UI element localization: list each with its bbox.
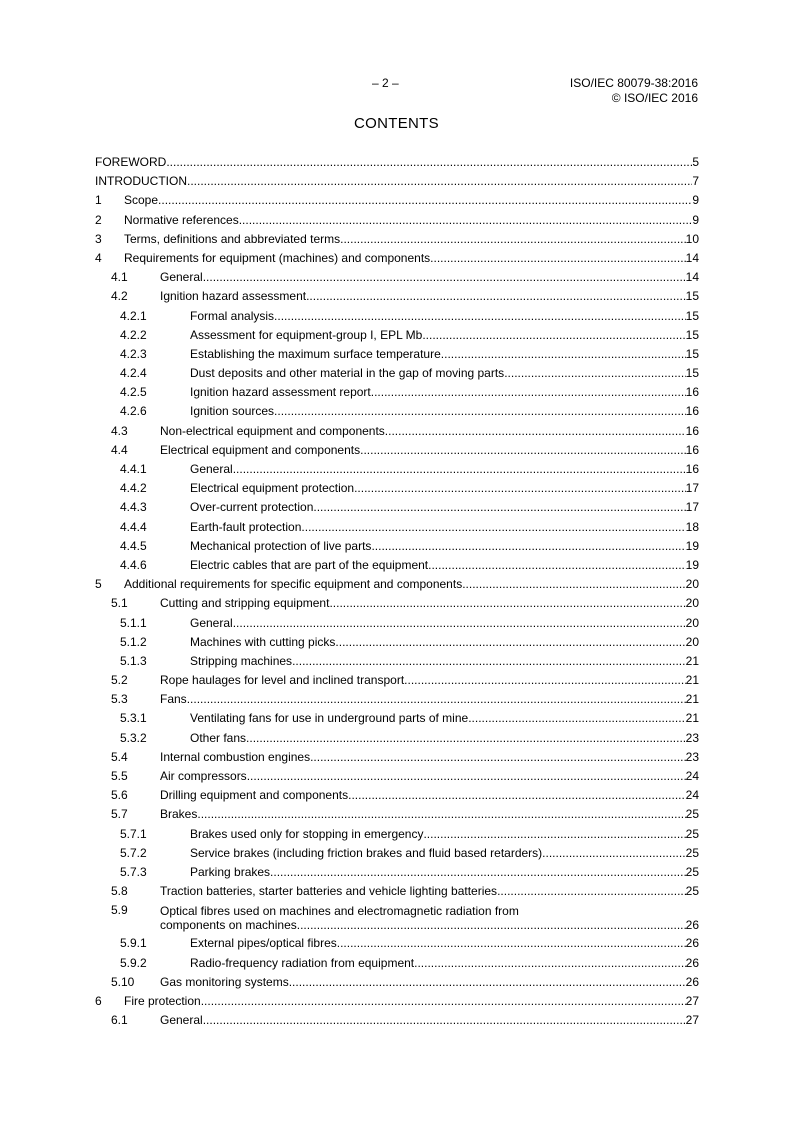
toc-entry[interactable] [95, 973, 699, 992]
dot-leader [348, 786, 686, 805]
toc-entry-title: Fire protection [124, 993, 201, 1008]
toc-entry-body [190, 614, 699, 633]
toc-entry-number: 5.4 [111, 749, 128, 764]
toc-entry-title: Gas monitoring systems [160, 974, 289, 989]
toc-entry-page: 16 [685, 404, 699, 419]
dot-leader [201, 992, 686, 1011]
toc-entry-title: Traction batteries, starter batteries and vehicle lighting batteries [160, 884, 498, 899]
toc-entry-title: Machines with cutting picks [190, 634, 336, 649]
toc-entry-page: 10 [685, 231, 699, 246]
toc-entry-title: Scope [124, 193, 159, 208]
toc-entry-title: Ventilating fans for use in underground parts of mine [190, 711, 469, 726]
dot-leader [246, 729, 686, 748]
toc-entry-body [95, 153, 699, 172]
toc-entry-number: 5.5 [111, 769, 128, 783]
toc-entry-title: General [190, 615, 233, 630]
toc-entry[interactable] [95, 652, 699, 671]
toc-entry-body [160, 268, 699, 287]
dot-leader [247, 767, 686, 786]
toc-entry-body [190, 825, 699, 844]
toc-entry-body [190, 863, 699, 882]
toc-entry[interactable] [95, 326, 699, 345]
table-of-contents [95, 153, 699, 1030]
toc-entry[interactable] [95, 383, 699, 402]
toc-entry-page: 26 [685, 955, 699, 970]
toc-entry-body [160, 973, 699, 992]
toc-entry-body [190, 383, 699, 402]
toc-entry-page: 26 [685, 936, 699, 951]
toc-entry-number: 5.2 [111, 673, 128, 688]
toc-entry-number: 5.1.3 [120, 653, 147, 668]
toc-entry-number: 5.6 [111, 788, 128, 803]
toc-entry-page: 15 [685, 289, 699, 304]
dot-leader [158, 191, 692, 210]
toc-entry-body [190, 934, 699, 953]
toc-entry-title: Terms, definitions and abbreviated terms [124, 231, 341, 246]
toc-entry[interactable] [95, 402, 699, 421]
dot-leader [306, 287, 686, 306]
toc-entry-body [190, 460, 699, 479]
toc-entry-page: 25 [685, 845, 699, 860]
page-number: – 2 – [372, 76, 399, 90]
toc-entry-body [160, 1011, 699, 1030]
dot-leader [371, 537, 685, 556]
toc-entry-title: Electrical equipment protection [190, 481, 355, 496]
toc-entry-page: 21 [685, 692, 699, 707]
toc-entry-page: 25 [685, 884, 699, 899]
toc-entry-title: External pipes/optical fibres [190, 936, 337, 951]
toc-entry-number: 1 [95, 193, 102, 208]
toc-entry-title: Establishing the maximum surface temperature [190, 346, 441, 361]
toc-entry-body [190, 364, 699, 383]
toc-entry-title: Electrical equipment and components [160, 442, 361, 457]
dot-leader [385, 422, 686, 441]
toc-entry[interactable] [95, 307, 699, 326]
dot-leader [270, 863, 686, 882]
dot-leader [289, 973, 686, 992]
toc-entry-page: 21 [685, 653, 699, 668]
toc-entry-title: Ignition sources [190, 404, 275, 419]
toc-entry[interactable] [95, 786, 699, 805]
toc-entry[interactable] [95, 992, 699, 1011]
toc-entry-page: 25 [685, 807, 699, 822]
toc-entry-number: 4.4.6 [120, 557, 147, 572]
toc-entry-title: Non-electrical equipment and components [160, 423, 385, 438]
dot-leader [468, 709, 685, 728]
toc-entry-body [160, 690, 699, 709]
toc-entry[interactable] [95, 211, 699, 230]
toc-entry-body [190, 518, 699, 537]
dot-leader [292, 652, 686, 671]
toc-entry-title: Optical fibres used on machines and electromagnetic radiation from [160, 904, 519, 919]
toc-entry[interactable] [95, 633, 699, 652]
dot-leader [233, 460, 686, 479]
toc-entry-page: 20 [685, 634, 699, 649]
dot-leader [239, 211, 693, 230]
toc-entry-page: 17 [685, 481, 699, 496]
toc-entry-number: 4.2 [111, 289, 128, 304]
dot-leader [187, 172, 692, 191]
toc-entry-body [190, 709, 699, 728]
standard-number: ISO/IEC 80079-38:2016 [569, 76, 698, 90]
dot-leader [414, 954, 686, 973]
toc-entry-number: 5.3 [111, 692, 128, 707]
dot-leader [335, 633, 685, 652]
toc-entry-page: 17 [685, 500, 699, 515]
toc-entry-title: Cutting and stripping equipment [160, 596, 330, 611]
toc-entry-page: 23 [685, 730, 699, 745]
toc-entry-page: 15 [685, 366, 699, 381]
toc-entry[interactable] [95, 230, 699, 249]
toc-entry-title: General [160, 1013, 203, 1028]
toc-entry-number: 3 [95, 231, 102, 246]
dot-leader [422, 326, 685, 345]
toc-entry[interactable] [95, 153, 699, 172]
toc-entry-page: 15 [685, 327, 699, 342]
dot-leader [497, 882, 686, 901]
toc-entry[interactable] [95, 934, 699, 953]
toc-entry-title: General [160, 270, 203, 285]
toc-entry[interactable] [95, 537, 699, 556]
toc-entry-number: 5.7.1 [120, 826, 147, 841]
dot-leader [340, 230, 686, 249]
dot-leader [329, 594, 685, 613]
toc-entry[interactable] [95, 594, 699, 613]
toc-entry-page: 27 [685, 993, 699, 1008]
dot-leader [404, 671, 685, 690]
toc-entry-page: 18 [685, 519, 699, 534]
toc-entry-title: Parking brakes [190, 864, 271, 879]
dot-leader [354, 479, 686, 498]
toc-entry-title: Brakes used only for stopping in emergency [190, 826, 424, 841]
toc-entry-body [160, 594, 699, 613]
toc-entry-title: Dust deposits and other material in the gap of moving parts [190, 366, 505, 381]
dot-leader [197, 805, 685, 824]
toc-entry-number: 5.9.2 [120, 955, 147, 970]
toc-entry[interactable] [95, 268, 699, 287]
toc-entry[interactable] [95, 805, 699, 824]
toc-entry-number: 5.1.1 [120, 615, 147, 630]
toc-entry[interactable] [95, 825, 699, 844]
toc-entry-page: 24 [685, 788, 699, 803]
toc-entry-title: Mechanical protection of live parts [190, 538, 372, 553]
toc-entry-body [124, 992, 699, 1011]
toc-entry-body [95, 172, 699, 191]
toc-entry[interactable] [95, 748, 699, 767]
toc-entry-page: 14 [685, 270, 699, 285]
toc-entry[interactable] [95, 863, 699, 882]
dot-leader [166, 153, 692, 172]
toc-entry-page: 9 [692, 212, 699, 227]
toc-entry-title: Air compressors [160, 769, 247, 783]
toc-entry[interactable] [95, 882, 699, 901]
toc-entry-body [190, 954, 699, 973]
toc-entry-page: 21 [685, 673, 699, 688]
toc-entry-page: 15 [685, 346, 699, 361]
toc-entry-title: Over-current protection [190, 500, 314, 515]
dot-leader [313, 498, 685, 517]
toc-entry-body [190, 729, 699, 748]
toc-entry-page: 19 [685, 538, 699, 553]
toc-entry-title: Radio-frequency radiation from equipment [190, 955, 415, 970]
toc-entry-number: 5.7.2 [120, 845, 147, 860]
toc-entry-number: 5.9.1 [120, 936, 147, 951]
toc-entry-body [190, 326, 699, 345]
toc-entry-title: Internal combustion engines [160, 749, 311, 764]
toc-entry-number: 4 [95, 250, 102, 265]
toc-entry[interactable] [95, 671, 699, 690]
toc-entry-number: 4.4.5 [120, 538, 147, 553]
toc-entry[interactable] [95, 767, 699, 786]
toc-entry-page: 16 [685, 442, 699, 457]
dot-leader [542, 844, 685, 863]
toc-entry-number: 4.2.1 [120, 308, 147, 323]
toc-entry[interactable] [95, 518, 699, 537]
toc-entry-number: 4.2.5 [120, 385, 147, 400]
toc-entry-body [160, 671, 699, 690]
dot-leader [274, 402, 686, 421]
toc-entry-page: 19 [685, 557, 699, 572]
toc-entry[interactable] [95, 709, 699, 728]
toc-entry[interactable] [95, 690, 699, 709]
toc-entry[interactable] [95, 729, 699, 748]
toc-entry-page: 20 [685, 596, 699, 611]
toc-entry-page: 20 [685, 577, 699, 592]
toc-entry-number: 4.2.3 [120, 346, 147, 361]
dot-leader [371, 383, 686, 402]
dot-leader [233, 614, 686, 633]
toc-entry-page: 25 [685, 864, 699, 879]
toc-entry-page: 16 [685, 423, 699, 438]
toc-entry-page: 24 [685, 769, 699, 783]
toc-entry-number: 4.4.1 [120, 462, 147, 476]
toc-entry-page: 20 [685, 615, 699, 630]
toc-entry-title: Assessment for equipment-group I, EPL Mb [190, 327, 423, 342]
toc-entry-number: 5.3.1 [120, 711, 147, 726]
dot-leader [301, 518, 685, 537]
toc-entry-body [160, 441, 699, 460]
toc-entry-number: 2 [95, 212, 102, 227]
toc-entry-title: FOREWORD [95, 155, 167, 169]
toc-entry-body [124, 230, 699, 249]
toc-entry-number: 4.4.4 [120, 519, 147, 534]
dot-leader [428, 556, 686, 575]
toc-entry-body [160, 748, 699, 767]
toc-entry[interactable] [95, 287, 699, 306]
toc-entry-number: 4.4 [111, 442, 128, 457]
dot-leader [360, 441, 686, 460]
toc-entry-title: Fans [160, 692, 187, 707]
copyright-notice: © ISO/IEC 2016 [611, 90, 698, 105]
dot-leader [187, 690, 686, 709]
toc-entry-page: 26 [685, 974, 699, 989]
toc-entry[interactable] [95, 954, 699, 973]
toc-entry-body [160, 805, 699, 824]
toc-entry-number: 4.1 [111, 270, 128, 285]
toc-entry-number: 5.3.2 [120, 730, 147, 745]
toc-entry-title: Other fans [190, 730, 247, 745]
toc-entry-number: 5.1.2 [120, 634, 147, 649]
dot-leader [441, 345, 686, 364]
toc-entry[interactable] [95, 460, 699, 479]
toc-entry-page: 9 [692, 193, 699, 208]
toc-entry[interactable] [95, 172, 699, 191]
dot-leader [504, 364, 685, 383]
toc-entry-title: Stripping machines [190, 653, 293, 668]
toc-entry-page: 21 [685, 711, 699, 726]
toc-entry-title: Normative references [124, 212, 239, 227]
toc-entry-page: 5 [692, 155, 699, 169]
toc-entry[interactable] [95, 364, 699, 383]
toc-entry-title: Additional requirements for specific equipment and components [124, 577, 463, 592]
toc-entry-title: Drilling equipment and components [160, 788, 349, 803]
toc-entry-page: 27 [685, 1013, 699, 1028]
page-title: CONTENTS [354, 115, 439, 132]
toc-entry-body [160, 882, 699, 901]
toc-entry[interactable] [95, 844, 699, 863]
toc-entry-line2 [160, 918, 699, 932]
toc-entry-body [124, 211, 699, 230]
toc-entry-body [190, 307, 699, 326]
toc-entry[interactable] [95, 556, 699, 575]
toc-entry[interactable] [95, 901, 699, 934]
toc-entry-body [190, 556, 699, 575]
toc-entry-body [160, 422, 699, 441]
dot-leader [430, 249, 685, 268]
toc-entry-title: Earth-fault protection [190, 519, 302, 534]
toc-entry-page: 16 [685, 385, 699, 400]
toc-entry-body [124, 575, 699, 594]
toc-entry-number: 5.1 [111, 596, 128, 611]
toc-entry-body [124, 249, 699, 268]
toc-entry-body [160, 901, 699, 932]
toc-entry[interactable] [95, 575, 699, 594]
toc-entry-page: 25 [685, 826, 699, 841]
toc-entry[interactable] [95, 191, 699, 210]
toc-entry-title: INTRODUCTION [95, 174, 187, 189]
toc-entry[interactable] [95, 249, 699, 268]
toc-entry-number: 4.2.4 [120, 366, 147, 381]
dot-leader [203, 268, 686, 287]
toc-entry[interactable] [95, 441, 699, 460]
toc-entry-number: 5.9 [111, 903, 128, 918]
toc-entry-body [190, 498, 699, 517]
toc-entry-body [190, 652, 699, 671]
toc-entry-title-continued: components on machines [160, 918, 297, 933]
toc-entry-body [160, 767, 699, 786]
toc-entry-title: General [190, 462, 233, 476]
toc-entry[interactable] [95, 479, 699, 498]
toc-entry-page: 26 [685, 918, 699, 933]
toc-entry-number: 5 [95, 577, 102, 592]
dot-leader [337, 934, 686, 953]
toc-entry-number: 4.2.2 [120, 327, 147, 342]
toc-entry[interactable] [95, 498, 699, 517]
toc-entry-title: Rope haulages for level and inclined transport [160, 673, 405, 688]
toc-entry-body [160, 786, 699, 805]
toc-entry[interactable] [95, 345, 699, 364]
toc-entry-body [190, 402, 699, 421]
toc-entry-body [160, 287, 699, 306]
toc-entry-title: Ignition hazard assessment [160, 289, 307, 304]
dot-leader [310, 748, 686, 767]
dot-leader [462, 575, 685, 594]
toc-entry-number: 4.2.6 [120, 404, 147, 419]
toc-entry-body [124, 191, 699, 210]
toc-entry-number: 4.4.2 [120, 481, 147, 496]
toc-entry-page: 14 [685, 250, 699, 265]
toc-entry-title: Service brakes (including friction brakes and fluid based retarders) [190, 845, 543, 860]
toc-entry[interactable] [95, 1011, 699, 1030]
toc-entry-body [190, 844, 699, 863]
toc-entry-number: 5.8 [111, 884, 128, 899]
toc-entry-number: 6 [95, 993, 102, 1008]
toc-entry-title: Electric cables that are part of the equipment [190, 557, 429, 572]
toc-entry-title: Ignition hazard assessment report [190, 385, 371, 400]
toc-entry-title: Brakes [160, 807, 198, 822]
toc-entry-title: Requirements for equipment (machines) and components [124, 250, 431, 265]
toc-entry-title: Formal analysis [190, 308, 275, 323]
dot-leader [423, 825, 685, 844]
toc-entry-number: 4.4.3 [120, 500, 147, 515]
toc-entry-page: 7 [692, 174, 699, 189]
toc-entry[interactable] [95, 614, 699, 633]
toc-entry-number: 5.7 [111, 807, 128, 822]
dot-leader [297, 918, 686, 932]
toc-entry-page: 15 [685, 308, 699, 323]
toc-entry-number: 4.3 [111, 423, 128, 438]
dot-leader [203, 1011, 686, 1030]
document-header [570, 76, 698, 105]
toc-entry-body [190, 633, 699, 652]
toc-entry-number: 5.7.3 [120, 864, 147, 879]
toc-entry[interactable] [95, 422, 699, 441]
toc-entry-body [190, 479, 699, 498]
toc-entry-body [190, 345, 699, 364]
toc-entry-number: 6.1 [111, 1013, 128, 1028]
toc-entry-page: 16 [685, 462, 699, 476]
toc-entry-page: 23 [685, 749, 699, 764]
dot-leader [274, 307, 686, 326]
toc-entry-body [190, 537, 699, 556]
toc-entry-number: 5.10 [111, 974, 135, 989]
